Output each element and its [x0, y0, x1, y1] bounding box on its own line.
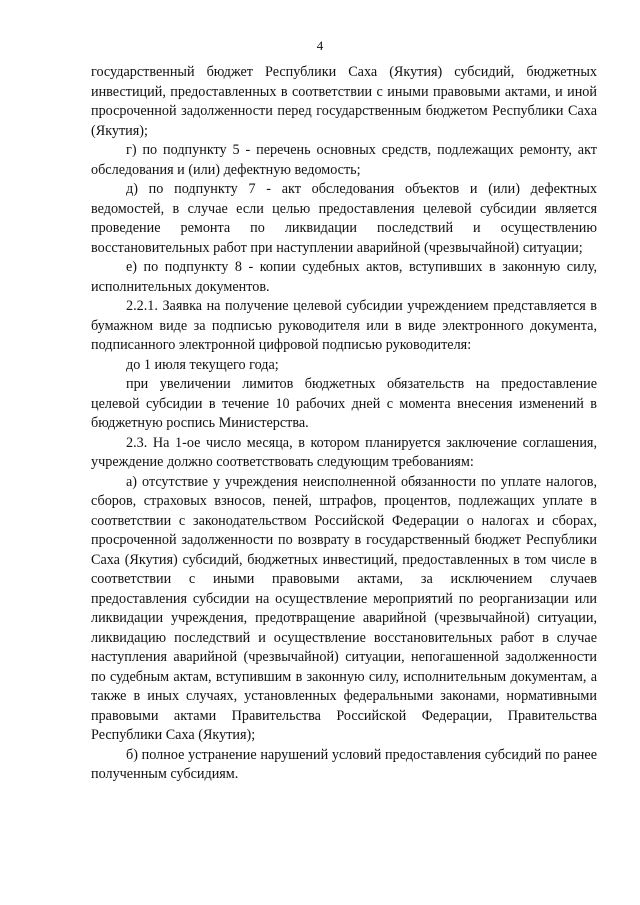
paragraph: г) по подпункту 5 - перечень основных средств, подлежащих ремонту, акт обследования и (или) дефектную ведомость;	[91, 142, 597, 178]
page-number: 4	[316, 38, 324, 53]
paragraph: государственный бюджет Республики Саха (Якутия) субсидий, бюджетных инвестиций, предоставленных в соответствии с иными правовыми актами, и иной просроченной задолженности перед государственным бюджетом Республики Саха (Якутия);	[91, 64, 597, 139]
paragraph: при увеличении лимитов бюджетных обязательств на предоставление целевой субсидии в течение 10 рабочих дней с момента внесения изменений в бюджетную роспись Министерства.	[91, 376, 597, 431]
paragraph: а) отсутствие у учреждения неисполненной обязанности по уплате налогов, сборов, страховых взносов, пеней, штрафов, процентов, подлежащих уплате в соответствии с законодательством Российской Федерации о налогах и сборах, просроченной задолженности по возврату в государственный бюджет Республики Саха (Якутия) субсидий, бюджетных инвестиций, предоставленных в том числе в соответствии с иными правовыми актами, за исключением случаев предоставления субсидии на осуществление мероприятий по реорганизации или ликвидации учреждения, предотвращение аварийной (чрезвычайной) ситуации, ликвидацию последствий и осуществление восстановительных работ в случае наступления аварийной (чрезвычайной) ситуации, непогашенной задолженности по судебным актам, вступившим в законную силу, исполнительным документам, а также в иных случаях, установленных федеральными законами, нормативными правовыми актами Правительства Российской Федерации, Правительства Республики Саха (Якутия);	[91, 473, 597, 743]
paragraph: б) полное устранение нарушений условий предоставления субсидий по ранее полученным субсидиям.	[91, 746, 597, 782]
paragraph: 2.3. На 1-ое число месяца, в котором планируется заключение соглашения, учреждение должно соответствовать следующим требованиям:	[91, 434, 597, 470]
document-body	[91, 63, 597, 785]
paragraph: д) по подпункту 7 - акт обследования объектов и (или) дефектных ведомостей, в случае если целью предоставления целевой субсидии является проведение ремонта по ликвидации последствий и осуществлению восстановительных работ при наступлении аварийной (чрезвычайной) ситуации;	[91, 181, 597, 256]
paragraph: 2.2.1. Заявка на получение целевой субсидии учреждением представляется в бумажном виде за подписью руководителя или в виде электронного документа, подписанного электронной цифровой подписью руководителя:	[91, 298, 597, 353]
paragraph: е) по подпункту 8 - копии судебных актов, вступивших в законную силу, исполнительных документов.	[91, 259, 597, 295]
paragraph: до 1 июля текущего года;	[126, 356, 279, 373]
